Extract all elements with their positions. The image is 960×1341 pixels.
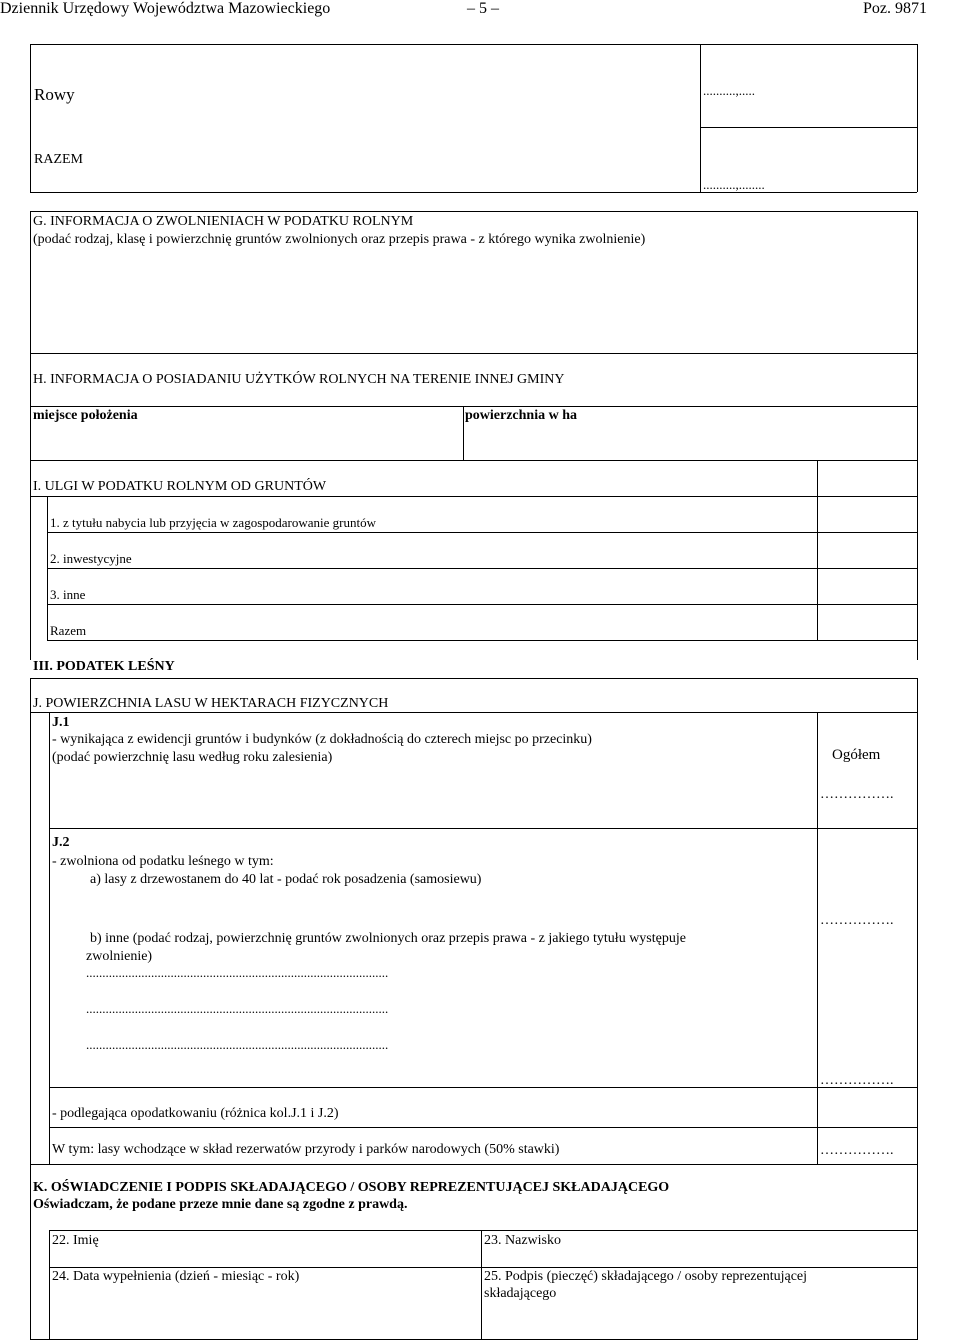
section-iii-title: III. PODATEK LEŚNY [33,659,175,674]
relief-item-1: 1. z tytułu nabycia lub przyjęcia w zagospodarowanie gruntów [50,515,376,530]
j2b-value: ……………. [820,1073,894,1088]
j1-note: (podać powierzchnię lasu według roku zalesienia) [52,750,333,765]
j1-label: J.1 [52,715,70,730]
position-number: Poz. 9871 [863,0,927,17]
signature-field[interactable]: 25. Podpis (pieczęć) składającego / osoby reprezentującej [484,1269,808,1284]
page-number: – 5 – [467,0,499,17]
section-g-title: G. INFORMACJA O ZWOLNIENIACH W PODATKU ROLNYM [33,214,414,229]
j2-item-a: a) lasy z drzewostanem do 40 lat - podać rok posadzenia (samosiewu) [90,872,482,887]
first-name-field[interactable]: 22. Imię [52,1233,99,1248]
j1-total-value: ……………. [820,787,894,802]
location-header: miejsce położenia [33,408,138,423]
section-j-title: J. POWIERZCHNIA LASU W HEKTARACH FIZYCZNYCH [33,696,389,711]
j2-item-b-cont: zwolnienie) [86,949,153,964]
j2b-line-1: ............................................................................................. [86,965,389,980]
publication-title: Dziennik Urzędowy Województwa Mazowieckiego [0,0,331,17]
area-header: powierzchnia w ha [465,408,577,423]
section-i-title: I. ULGI W PODATKU ROLNYM OD GRUNTÓW [33,479,327,494]
razem-label: RAZEM [34,152,83,167]
reserves-value: ……………. [820,1143,894,1158]
section-k-title: K. OŚWIADCZENIE I PODPIS SKŁADAJĄCEGO / OSOBY REPREZENTUJĄCEJ SKŁADAJĄCEGO [33,1180,670,1195]
j2b-line-2: ............................................................................................. [86,1001,389,1016]
total-label: Ogółem [832,747,881,763]
taxable-area-label: - podlegająca opodatkowaniu (różnica kol.J.1 i J.2) [52,1106,339,1121]
reserves-label: W tym: lasy wchodzące w skład rezerwatów przyrody i parków narodowych (50% stawki) [52,1142,560,1157]
j2-item-b: b) inne (podać rodzaj, powierzchnię gruntów zwolnionych oraz przepis prawa - z jakiego tytułu występuje [90,931,686,946]
declaration-statement: Oświadczam, że podane przeze mnie dane są zgodne z prawdą. [33,1197,408,1212]
j2a-value: ……………. [820,913,894,928]
relief-item-3: 3. inne [50,587,86,602]
relief-total: Razem [50,623,87,638]
razem-value: ..........,........ [703,177,765,192]
rowy-value: ..........,..... [703,83,755,98]
signature-field-cont: składającego [484,1286,557,1301]
relief-item-2: 2. inwestycyjne [50,551,132,566]
section-g-subtitle: (podać rodzaj, klasę i powierzchnię gruntów zwolnionych oraz przepis prawa - z którego wynika zwolnienie) [33,232,646,247]
section-h-title: H. INFORMACJA O POSIADANIU UŻYTKÓW ROLNYCH NA TERENIE INNEJ GMINY [33,372,565,387]
rowy-label: Rowy [34,85,75,104]
last-name-field[interactable]: 23. Nazwisko [484,1233,561,1248]
date-field[interactable]: 24. Data wypełnienia (dzień - miesiąc - rok) [52,1269,300,1284]
j1-description: - wynikająca z ewidencji gruntów i budynków (z dokładnością do czterech miejsc po przecinku) [52,732,592,747]
j2-description: - zwolniona od podatku leśnego w tym: [52,854,274,869]
j2b-line-3: ............................................................................................. [86,1037,389,1052]
j2-label: J.2 [52,835,70,850]
